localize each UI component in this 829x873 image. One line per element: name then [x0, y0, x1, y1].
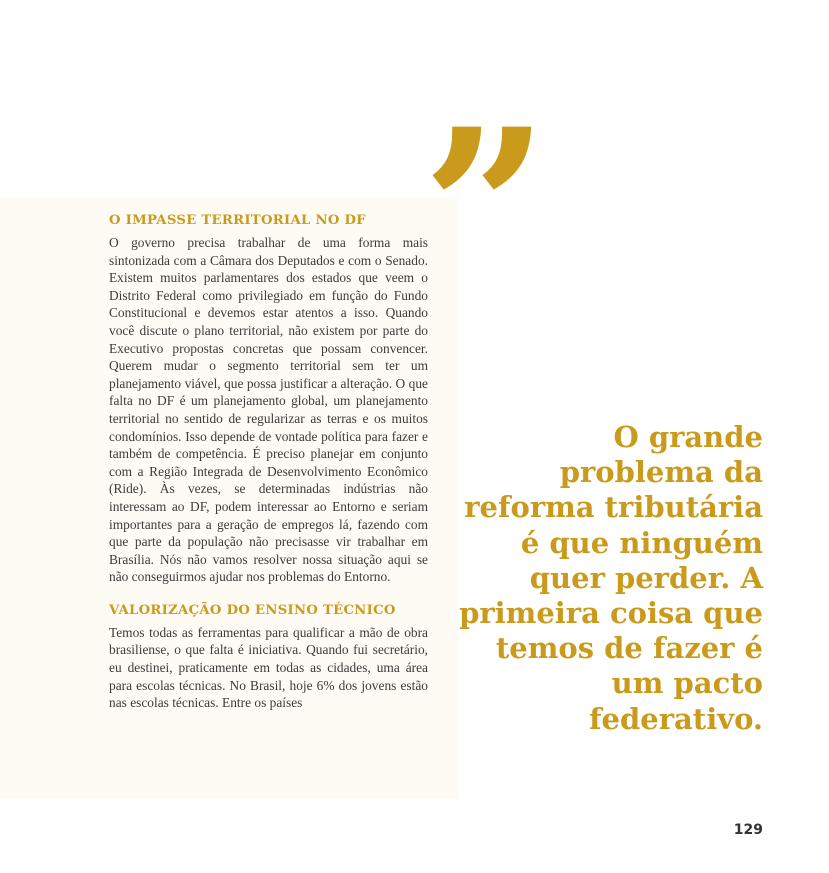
page-number: 129 — [733, 822, 763, 838]
article — [109, 212, 428, 712]
section-body: O governo precisa trabalhar de uma forma mais sintonizada com a Câmara dos Deputados e com o Senado. Existem muitos parlamentares dos estados que veem o Distrito Federal como privilegiado em função do Fundo Constitucional e devemos estar atentos a isso. Quando você discute o plano territorial, não existem por parte do Executivo propostas concretas que possam convencer. Querem mudar o segmento territorial sem ter um planejamento viável, que possa justificar a alteração. O que falta no DF é um planejamento global, um planejamento territorial no sentido de regularizar as terras e os muitos condomínios. Isso depende de vontade política para fazer e também de competência. É preciso planejar em conjunto com a Região Integrada de Desenvolvimento Econômico (Ride). Às vezes, se determinadas indústrias não interessam ao DF, podem interessar ao Entorno e seriam importantes para a geração de empregos lá, fazendo com que parte da população não precisasse vir trabalhar em Brasília. Nós não vamos resolver nossa situação aqui se não conseguirmos ajudar nos problemas do Entorno. — [109, 235, 428, 585]
pull-quote: O grande problema da reforma tributária é que ninguém quer perder. A primeira coisa que temos de fazer é um pacto federativo. — [459, 420, 763, 736]
quote-mark-icon: ” — [422, 80, 531, 339]
section-impasse-territorial — [109, 212, 428, 586]
section-heading: VALORIZAÇÃO DO ENSINO TÉCNICO — [109, 602, 396, 618]
section-heading: O IMPASSE TERRITORIAL NO DF — [109, 213, 366, 228]
section-body: Temos todas as ferramentas para qualificar a mão de obra brasiliense, o que falta é iniciativa. Quando fui secretário, eu destinei, praticamente em todas as cidades, uma área para escolas técnicas. No Brasil, hoje 6% dos jovens estão nas escolas técnicas. Entre os países — [109, 624, 428, 711]
section-ensino-tecnico — [109, 602, 428, 712]
